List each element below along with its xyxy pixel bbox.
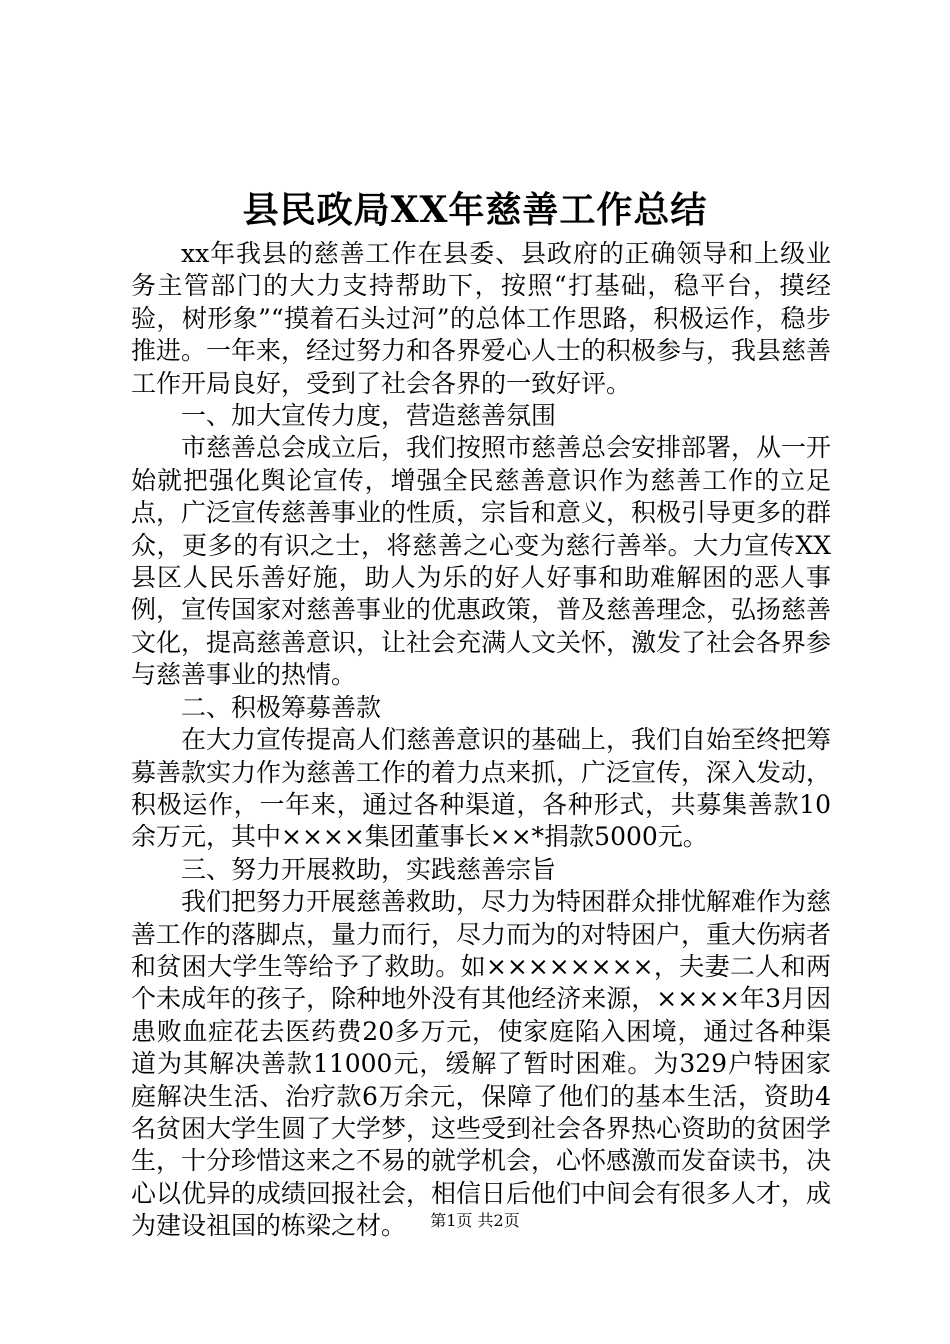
section-heading-1: 一、加大宣传力度，营造慈善氛围 <box>181 401 557 431</box>
paragraph-intro: xx年我县的慈善工作在县委、县政府的正确领导和上级业务主管部门的大力支持帮助下，按照“打基础，稳平台，摸经验，树形象”“摸着石头过河”的总体工作思路，积极运作，稳步推进。一年来，经过努力和各界爱心人士的积极参与，我县慈善工作开局良好，受到了社会各界的一致好评。 <box>131 239 832 398</box>
paragraph-publicity: 市慈善总会成立后，我们按照市慈善总会安排部署，从一开始就把强化舆论宣传，增强全民慈善意识作为慈善工作的立足点，广泛宣传慈善事业的性质，宗旨和意义，积极引导更多的群众，更多的有识之士，将慈善之心变为慈行善举。大力宣传XX县区人民乐善好施，助人为乐的好人好事和助难解困的恶人事例，宣传国家对慈善事业的优惠政策，普及慈善理念，弘扬慈善文化，提高慈善意识，让社会充满人文关怀，激发了社会各界参与慈善事业的热情。 <box>131 433 832 690</box>
section-heading-2: 二、积极筹募善款 <box>181 692 382 722</box>
paragraph-fundraising: 在大力宣传提高人们慈善意识的基础上，我们自始至终把筹募善款实力作为慈善工作的着力点来抓，广泛宣传，深入发动，积极运作，一年来，通过各种渠道，各种形式，共募集善款10余万元，其中××××集团董事长××*捐款5000元。 <box>131 725 832 852</box>
document-body <box>131 238 831 1243</box>
document-title: 县民政局XX年慈善工作总结 <box>242 189 708 231</box>
section-heading-3: 三、努力开展救助，实践慈善宗旨 <box>181 854 557 884</box>
paragraph-relief: 我们把努力开展慈善救助，尽力为特困群众排忧解难作为慈善工作的落脚点，量力而行，尽力而为的对特困户，重大伤病者和贫困大学生等给予了救助。如××××××××，夫妻二人和两个未成年的孩子，除种地外没有其他经济来源，××××年3月因患败血症花去医药费20多万元，使家庭陷入困境，通过各种渠道为其解决善款11000元，缓解了暂时困难。为329户特困家庭解决生活、治疗款6万余元，保障了他们的基本生活，资助4名贫困大学生圆了大学梦，这些受到社会各界热心资助的贫困学生，十分珍惜这来之不易的就学机会，心怀感激而发奋读书，决心以优异的成绩回报社会，相信日后他们中间会有很多人才，成为建设祖国的栋梁之材。 <box>131 887 832 1241</box>
page-number-footer: 第1页 共2页 <box>430 1211 520 1230</box>
